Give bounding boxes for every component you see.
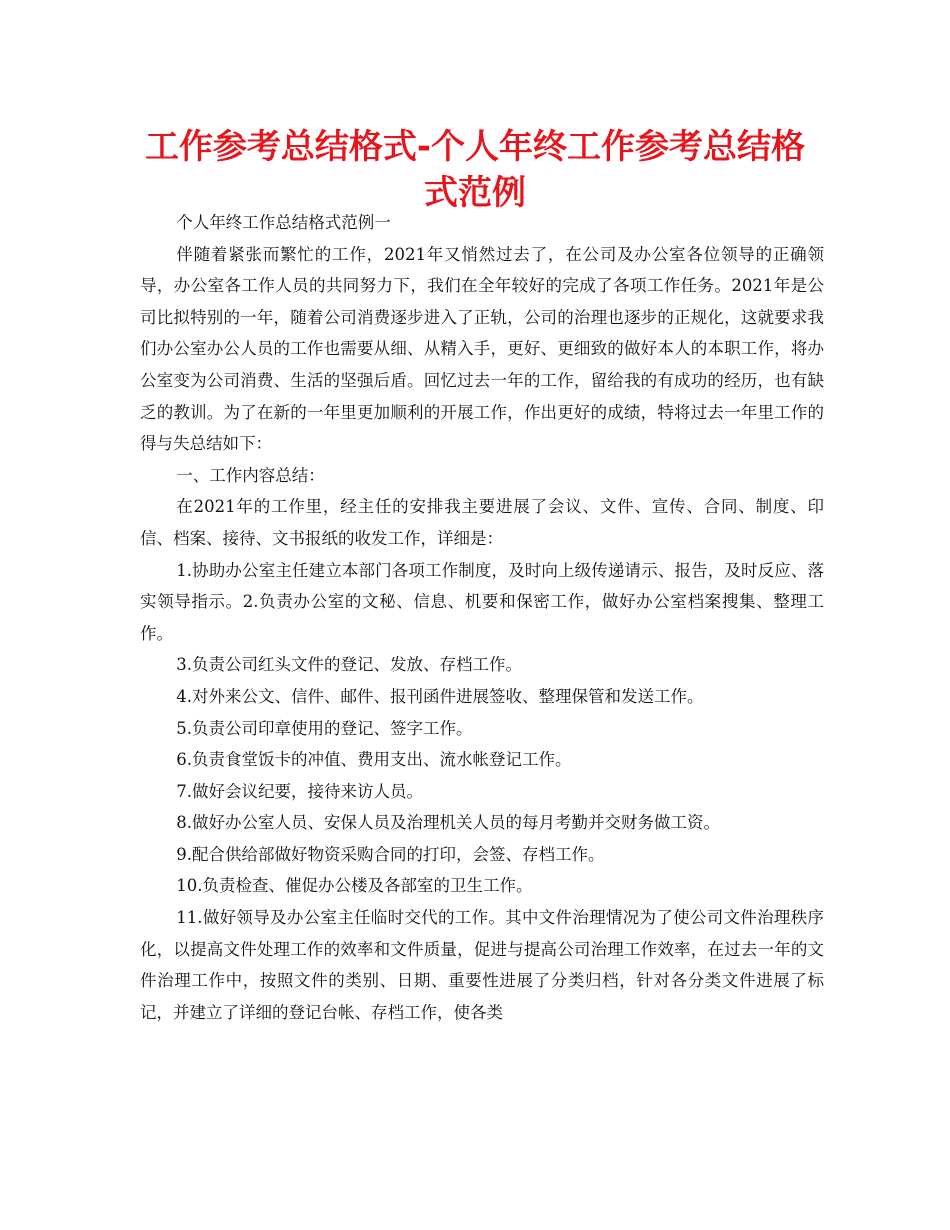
document-title: 工作参考总结格式-个人年终工作参考总结格式范例 bbox=[144, 127, 806, 213]
section-heading: 一、工作内容总结： bbox=[176, 465, 325, 485]
document-body bbox=[140, 207, 824, 1028]
list-item: 1.协助办公室主任建立本部门各项工作制度，及时向上级传递请示、报告，及时反应、落实领导指示。2.负责办公室的文秘、信息、机要和保密工作，做好办公室档案搜集、整理工作。 bbox=[140, 560, 824, 643]
list-item: 8.做好办公室人员、安保人员及治理机关人员的每月考勤并交财务做工资。 bbox=[176, 813, 721, 833]
list-item: 4.对外来公文、信件、邮件、报刊函件进展签收、整理保管和发送工作。 bbox=[176, 686, 704, 706]
list-item: 5.负责公司印章使用的登记、签字工作。 bbox=[176, 718, 473, 738]
list-item: 10.负责检查、催促办公楼及各部室的卫生工作。 bbox=[176, 876, 533, 896]
list-item: 3.负责公司红头文件的登记、发放、存档工作。 bbox=[176, 655, 523, 675]
list-item: 11.做好领导及办公室主任临时交代的工作。其中文件治理情况为了使公司文件治理秩序化，以提高文件处理工作的效率和文件质量，促进与提高公司治理工作效率，在过去一年的文件治理工作中，按照文件的类别、日期、重要性进展了分类归档，针对各分类文件进展了标记，并建立了详细的登记台帐、存档工作，使各类 bbox=[140, 908, 824, 1022]
list-item: 7.做好会议纪要，接待来访人员。 bbox=[176, 781, 424, 801]
section-heading: 个人年终工作总结格式范例一 bbox=[176, 213, 391, 232]
paragraph: 伴随着紧张而繁忙的工作，2021年又悄然过去了，在公司及办公室各位领导的正确领导，办公室各工作人员的共同努力下，我们在全年较好的完成了各项工作任务。2021年是公司比拟特别的一年，随着公司消费逐步进入了正轨，公司的治理也逐步的正规化，这就要求我们办公室办公人员的工作也需要从细、从精入手，更好、更细致的做好本人的本职工作，将办公室变为公司消费、生活的坚强后盾。回忆过去一年的工作，留给我的有成功的经历，也有缺乏的教训。为了在新的一年里更加顺利的开展工作，作出更好的成绩，特将过去一年里工作的得与失总结如下： bbox=[140, 244, 824, 454]
list-item: 9.配合供给部做好物资采购合同的打印，会签、存档工作。 bbox=[176, 844, 605, 864]
paragraph: 在2021年的工作里，经主任的安排我主要进展了会议、文件、宣传、合同、制度、印信、档案、接待、文书报纸的收发工作，详细是： bbox=[140, 497, 824, 548]
list-item: 6.负责食堂饭卡的冲值、费用支出、流水帐登记工作。 bbox=[176, 750, 572, 770]
